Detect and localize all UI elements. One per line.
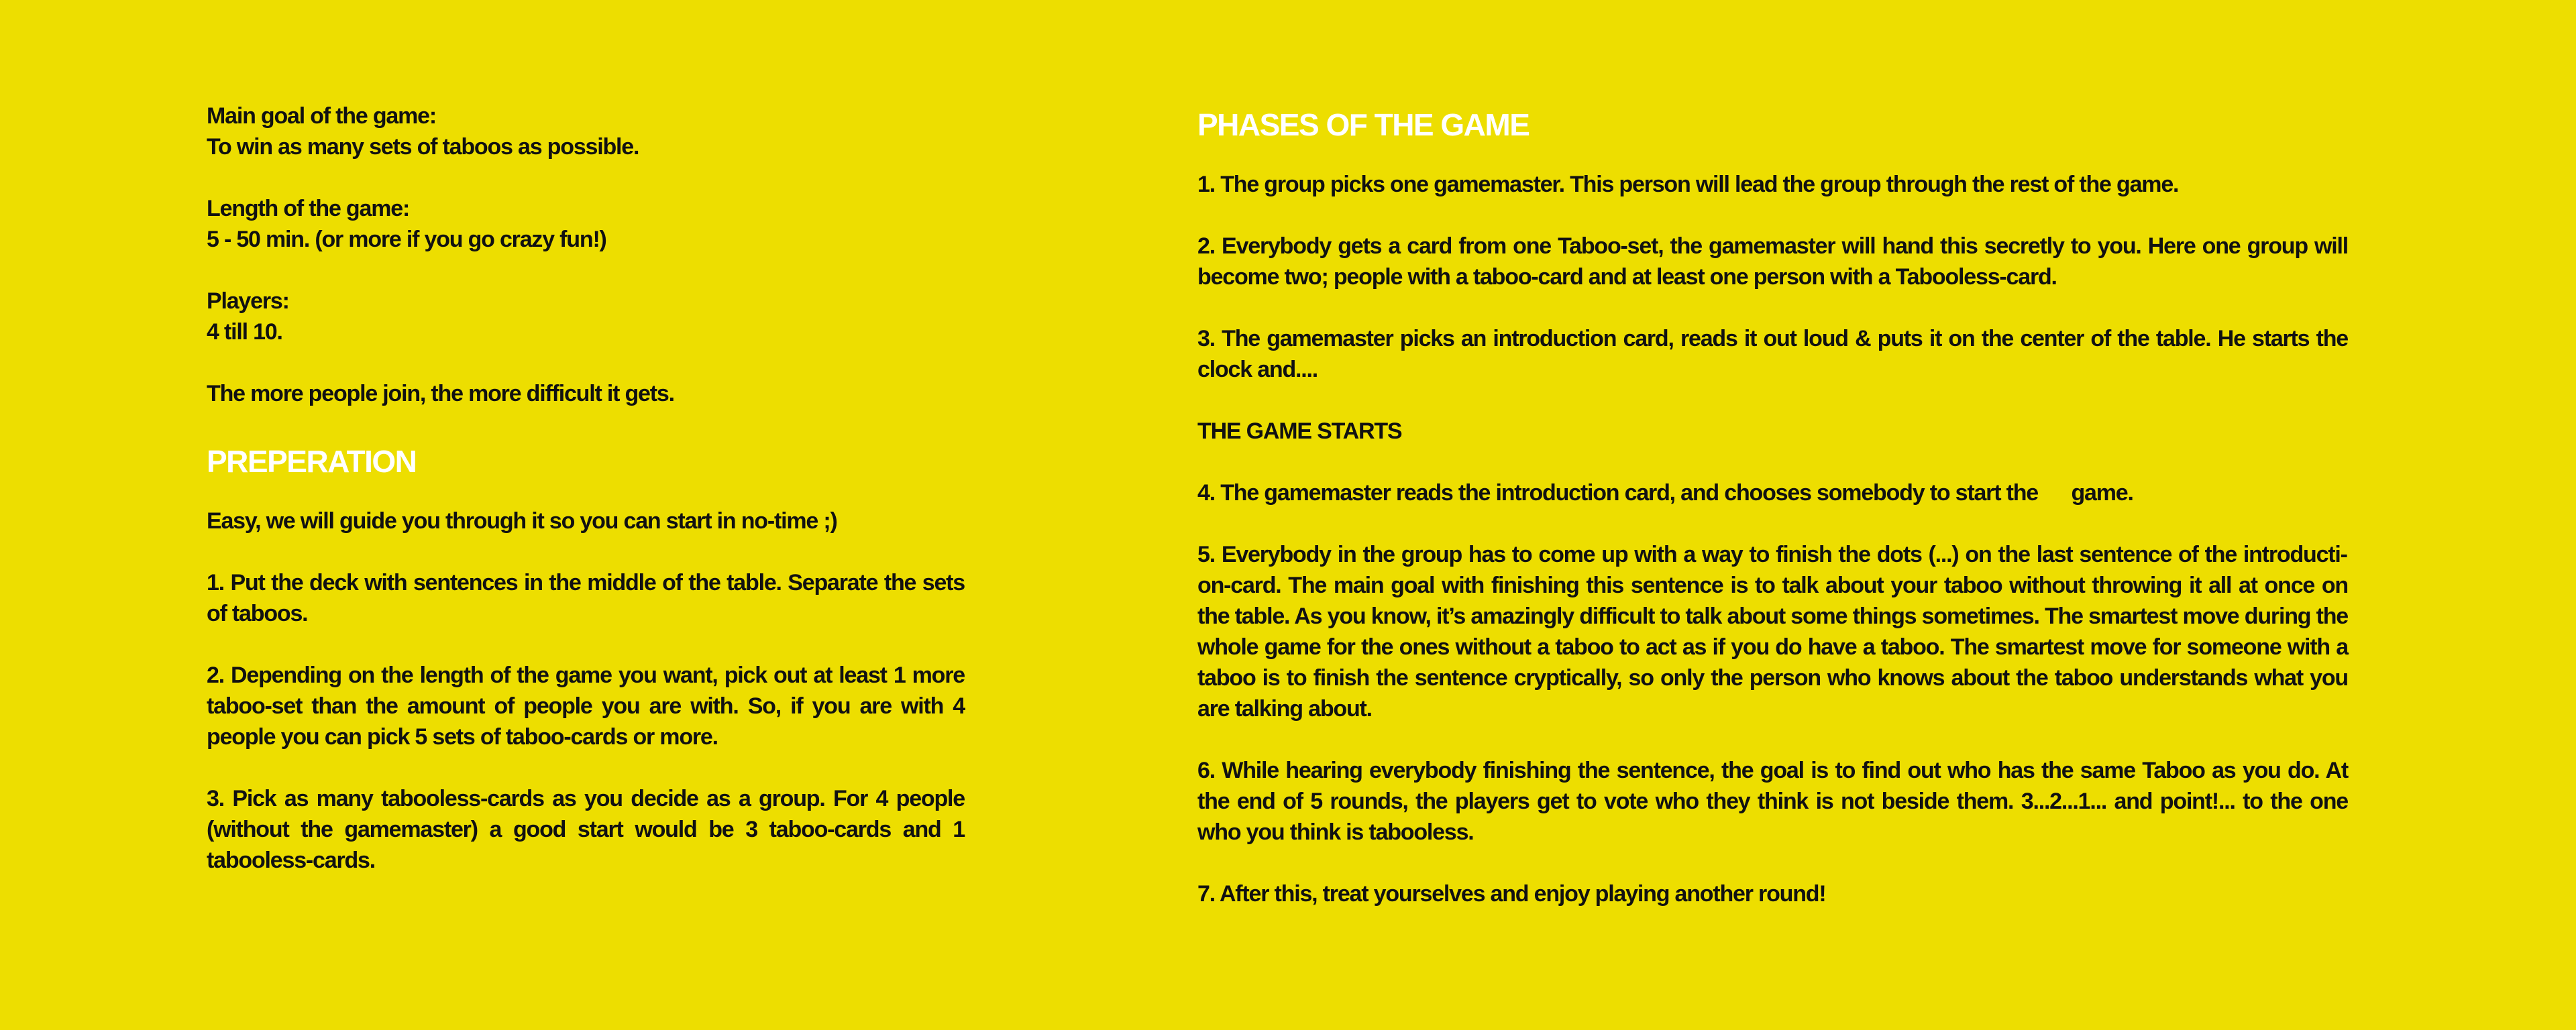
goal-value: To win as many sets of taboos as possible. <box>207 134 639 160</box>
players-label: Players: <box>207 288 289 314</box>
phase-step-6: 6. While hearing everybody finishing the sentence, the goal is to find out who has the same Taboo as you do. At the end of 5 rounds, the players get to vote who they think is not beside them. 3...2...1... and point!... to the one who you think is tabooless. <box>1197 758 2348 845</box>
right-column <box>1197 101 2348 940</box>
preparation-step-2: 2. Depending on the length of the game you want, pick out at least 1 more taboo-set than the amount of people you are with. So, if you are with 4 people you can pick 5 sets of taboo-cards or more. <box>207 663 965 750</box>
preparation-intro: Easy, we will guide you through it so you can start in no-time ;) <box>207 508 837 534</box>
preparation-step-1: 1. Put the deck with sentences in the middle of the table. Separate the sets of taboos. <box>207 570 965 626</box>
preparation-step-3: 3. Pick as many tabooless-cards as you decide as a group. For 4 people (without the gamemaster) a good start would be 3 taboo-cards and 1 tabooless-cards. <box>207 786 965 873</box>
preparation-heading: PREPERATION <box>207 444 417 479</box>
goal-label: Main goal of the game: <box>207 103 436 129</box>
phase-step-5: 5. Everybody in the group has to come up with a way to finish the dots (...) on the last sentence of the introduction-card. The main goal with finishing this sentence is to talk about your taboo without throwing it all at once on the table. As you know, it’s amazingly difficult to talk about some things sometimes. The smartest move during the whole game for the ones without a taboo to act as if you do have a taboo. The smartest move for someone with a taboo is to finish the sentence cryptically, so only the person who knows about the taboo understands what you are talking about. <box>1197 542 2348 722</box>
phases-heading: PHASES OF THE GAME <box>1197 107 1529 142</box>
length-label: Length of the game: <box>207 196 410 221</box>
phase-step-7: 7. After this, treat yourselves and enjoy playing another round! <box>1197 881 1826 907</box>
phase-step-4: 4. The gamemaster reads the introduction card, and chooses somebody to start the game. <box>1197 480 2133 506</box>
phase-step-3: 3. The gamemaster picks an introduction card, reads it out loud & puts it on the center of the table. He starts the clock and.... <box>1197 326 2348 382</box>
phase-step-1: 1. The group picks one gamemaster. This person will lead the group through the rest of the game. <box>1197 172 2179 197</box>
game-starts-subheading: THE GAME STARTS <box>1197 418 1402 444</box>
difficulty-note: The more people join, the more difficult it gets. <box>207 381 674 406</box>
players-value: 4 till 10. <box>207 319 282 345</box>
phase-step-2: 2. Everybody gets a card from one Taboo-set, the gamemaster will hand this secretly to you. Here one group will become two; people with a taboo-card and at least one person with a Tabooless-card. <box>1197 233 2348 290</box>
left-column <box>207 101 965 907</box>
length-value: 5 - 50 min. (or more if you go crazy fun!) <box>207 227 606 252</box>
